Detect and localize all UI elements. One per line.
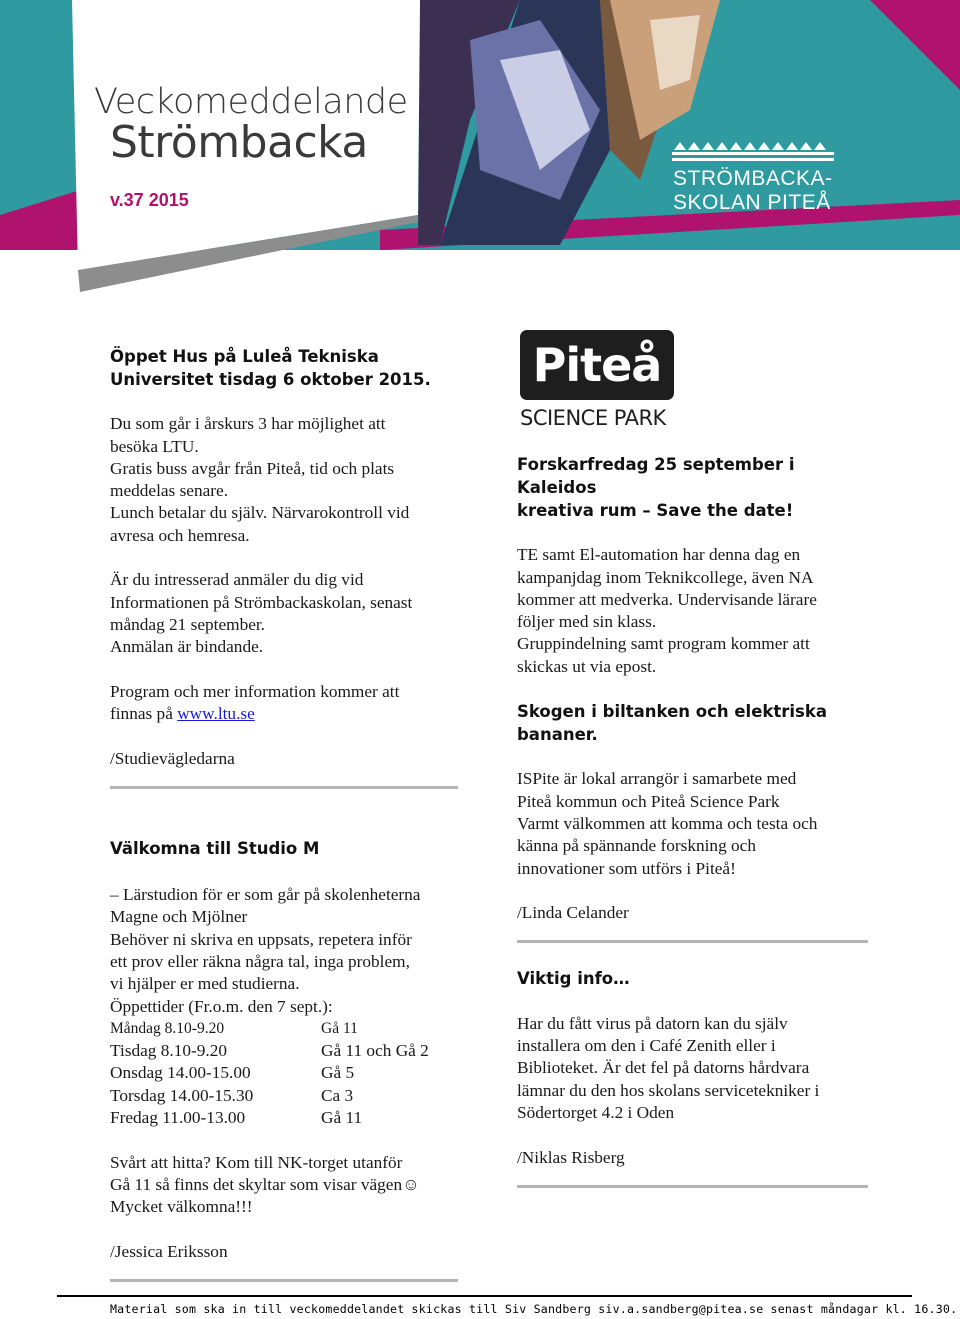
school-name bbox=[673, 167, 833, 215]
skogen-paragraph bbox=[517, 768, 877, 879]
text-line: måndag 21 september. bbox=[110, 614, 266, 634]
section-divider bbox=[517, 1185, 868, 1188]
header-banner bbox=[0, 0, 960, 300]
hours-row bbox=[110, 1040, 470, 1062]
text-line: Gratis buss avgår från Piteå, tid och plats bbox=[110, 458, 395, 478]
footer-divider bbox=[57, 1295, 912, 1297]
text-line: Magne och Mjölner bbox=[110, 907, 248, 927]
text-line: innovationer som utförs i Piteå! bbox=[517, 858, 736, 878]
skogen-heading-line2: bananer. bbox=[517, 725, 598, 745]
hours-day: Torsdag 14.00-15.30 bbox=[110, 1085, 254, 1105]
text-line: Program och mer information kommer att bbox=[110, 681, 400, 701]
hours-row bbox=[110, 1018, 470, 1040]
school-name-line2: SKOLAN PITEÅ bbox=[673, 191, 831, 214]
ltu-paragraph-1 bbox=[110, 413, 470, 547]
important-info-paragraph bbox=[517, 1013, 877, 1124]
text-line: Biblioteket. Är det fel på datorns hårdvara bbox=[517, 1058, 810, 1078]
text-line: följer med sin klass. bbox=[517, 612, 657, 632]
newsletter-title-line1: Veckomeddelande bbox=[94, 82, 408, 122]
studio-m-directions bbox=[110, 1152, 470, 1219]
left-column bbox=[110, 345, 470, 1282]
text-line: TE samt El-automation har denna dag en bbox=[517, 545, 801, 565]
text-line: Piteå kommun och Piteå Science Park bbox=[517, 791, 780, 811]
text-line: Svårt att hitta? Kom till NK-torget utanför bbox=[110, 1152, 403, 1172]
studio-m-heading: Välkomna till Studio M bbox=[110, 839, 320, 859]
pitea-science-park-logo bbox=[520, 330, 674, 430]
text-line: kampanjdag inom Teknikcollege, även NA bbox=[517, 567, 814, 587]
text-line: installera om den i Café Zenith eller i bbox=[517, 1036, 776, 1056]
hours-day: Tisdag 8.10-9.20 bbox=[110, 1041, 227, 1061]
text-line: Varmt välkommen att komma och testa och bbox=[517, 813, 818, 833]
skogen-heading-line1: Skogen i biltanken och elektriska bbox=[517, 702, 827, 722]
text-line: skickas ut via epost. bbox=[517, 656, 657, 676]
link-prefix: finnas på bbox=[110, 704, 178, 724]
signature: /Linda Celander bbox=[517, 903, 629, 923]
hours-day: Fredag 11.00-13.00 bbox=[110, 1108, 246, 1128]
forskarfredag-paragraph bbox=[517, 544, 877, 678]
opening-hours-table bbox=[110, 1018, 470, 1129]
section-divider bbox=[517, 940, 868, 943]
section-divider bbox=[110, 786, 458, 789]
text-line: besöka LTU. bbox=[110, 436, 199, 456]
hours-place: Gå 5 bbox=[321, 1063, 355, 1083]
studio-m-paragraph bbox=[110, 884, 470, 1018]
text-line: Du som går i årskurs 3 har möjlighet att bbox=[110, 414, 386, 434]
signature: /Niklas Risberg bbox=[517, 1147, 625, 1167]
text-line: känna på spännande forskning och bbox=[517, 836, 756, 856]
skogen-section bbox=[517, 700, 877, 943]
hours-row bbox=[110, 1107, 470, 1129]
text-line: lämnar du den hos skolans servicetekniker i bbox=[517, 1080, 820, 1100]
ltu-heading-line2: Universitet tisdag 6 oktober 2015. bbox=[110, 370, 431, 389]
newsletter-title-line2: Strömbacka bbox=[110, 117, 368, 168]
text-line: Gå 11 så finns det skyltar som visar vägen☺ bbox=[110, 1174, 420, 1194]
text-line: avresa och hemresa. bbox=[110, 525, 250, 545]
logo-sub: SCIENCE PARK bbox=[520, 406, 666, 430]
text-line: Anmälan är bindande. bbox=[110, 637, 264, 657]
text-line: vi hjälper er med studierna. bbox=[110, 974, 300, 994]
text-line: Har du fått virus på datorn kan du själv bbox=[517, 1013, 788, 1033]
logo-main: Piteå bbox=[520, 330, 674, 400]
section-divider bbox=[110, 1279, 458, 1282]
forskarfredag-section bbox=[517, 453, 877, 678]
school-name-line1: STRÖMBACKA- bbox=[673, 167, 833, 190]
hours-place: Gå 11 bbox=[321, 1108, 363, 1128]
ltu-website-link[interactable]: www.ltu.se bbox=[177, 704, 255, 724]
important-info-section bbox=[517, 967, 877, 1187]
text-line: Lunch betalar du själv. Närvarokontroll vid bbox=[110, 503, 410, 523]
text-line: Gruppindelning samt program kommer att bbox=[517, 634, 810, 654]
text-line: Behöver ni skriva en uppsats, repetera inför bbox=[110, 929, 412, 949]
hours-row bbox=[110, 1085, 470, 1107]
ltu-paragraph-2 bbox=[110, 569, 470, 658]
text-line: – Lärstudion för er som går på skolenheterna bbox=[110, 885, 421, 905]
text-line: Informationen på Strömbackaskolan, senast bbox=[110, 592, 413, 612]
text-line: ISPite är lokal arrangör i samarbete med bbox=[517, 769, 797, 789]
forskarfredag-heading bbox=[517, 453, 877, 522]
text-line: kommer att medverka. Undervisande lärare bbox=[517, 589, 817, 609]
hours-day: Måndag 8.10-9.20 bbox=[110, 1019, 225, 1037]
text-line: Södertorget 4.2 i Oden bbox=[517, 1102, 675, 1122]
ltu-open-house-section bbox=[110, 345, 470, 789]
hours-row bbox=[110, 1062, 470, 1084]
text-line: ett prov eller räkna några tal, inga problem, bbox=[110, 951, 410, 971]
signature: /Studievägledarna bbox=[110, 748, 235, 768]
studio-m-section bbox=[110, 837, 470, 1282]
forskarfredag-heading-line1: Forskarfredag 25 september i Kaleidos bbox=[517, 455, 795, 497]
ltu-heading bbox=[110, 345, 470, 391]
text-line: meddelas senare. bbox=[110, 481, 229, 501]
important-info-heading: Viktig info… bbox=[517, 969, 630, 989]
text-line: Är du intresserad anmäler du dig vid bbox=[110, 570, 364, 590]
hours-place: Ca 3 bbox=[321, 1085, 354, 1105]
school-logo-icon bbox=[672, 140, 842, 164]
right-column bbox=[517, 453, 877, 1188]
text-line-with-link bbox=[110, 703, 470, 725]
hours-place: Gå 11 bbox=[321, 1019, 358, 1037]
signature: /Jessica Eriksson bbox=[110, 1241, 228, 1261]
skogen-heading bbox=[517, 700, 877, 746]
week-label: v.37 2015 bbox=[110, 190, 189, 210]
text-line: Öppettider (Fr.o.m. den 7 sept.): bbox=[110, 996, 333, 1016]
forskarfredag-heading-line2: kreativa rum – Save the date! bbox=[517, 501, 794, 520]
footer-note: Material som ska in till veckomeddelandet skickas till Siv Sandberg siv.a.sandberg@pitea.se senast måndagar kl. 16.30. bbox=[110, 1302, 958, 1316]
hours-day: Onsdag 14.00-15.00 bbox=[110, 1063, 251, 1083]
ltu-heading-line1: Öppet Hus på Luleå Tekniska bbox=[110, 347, 379, 366]
text-line: Mycket välkomna!!! bbox=[110, 1197, 253, 1217]
hours-place: Gå 11 och Gå 2 bbox=[321, 1041, 429, 1061]
